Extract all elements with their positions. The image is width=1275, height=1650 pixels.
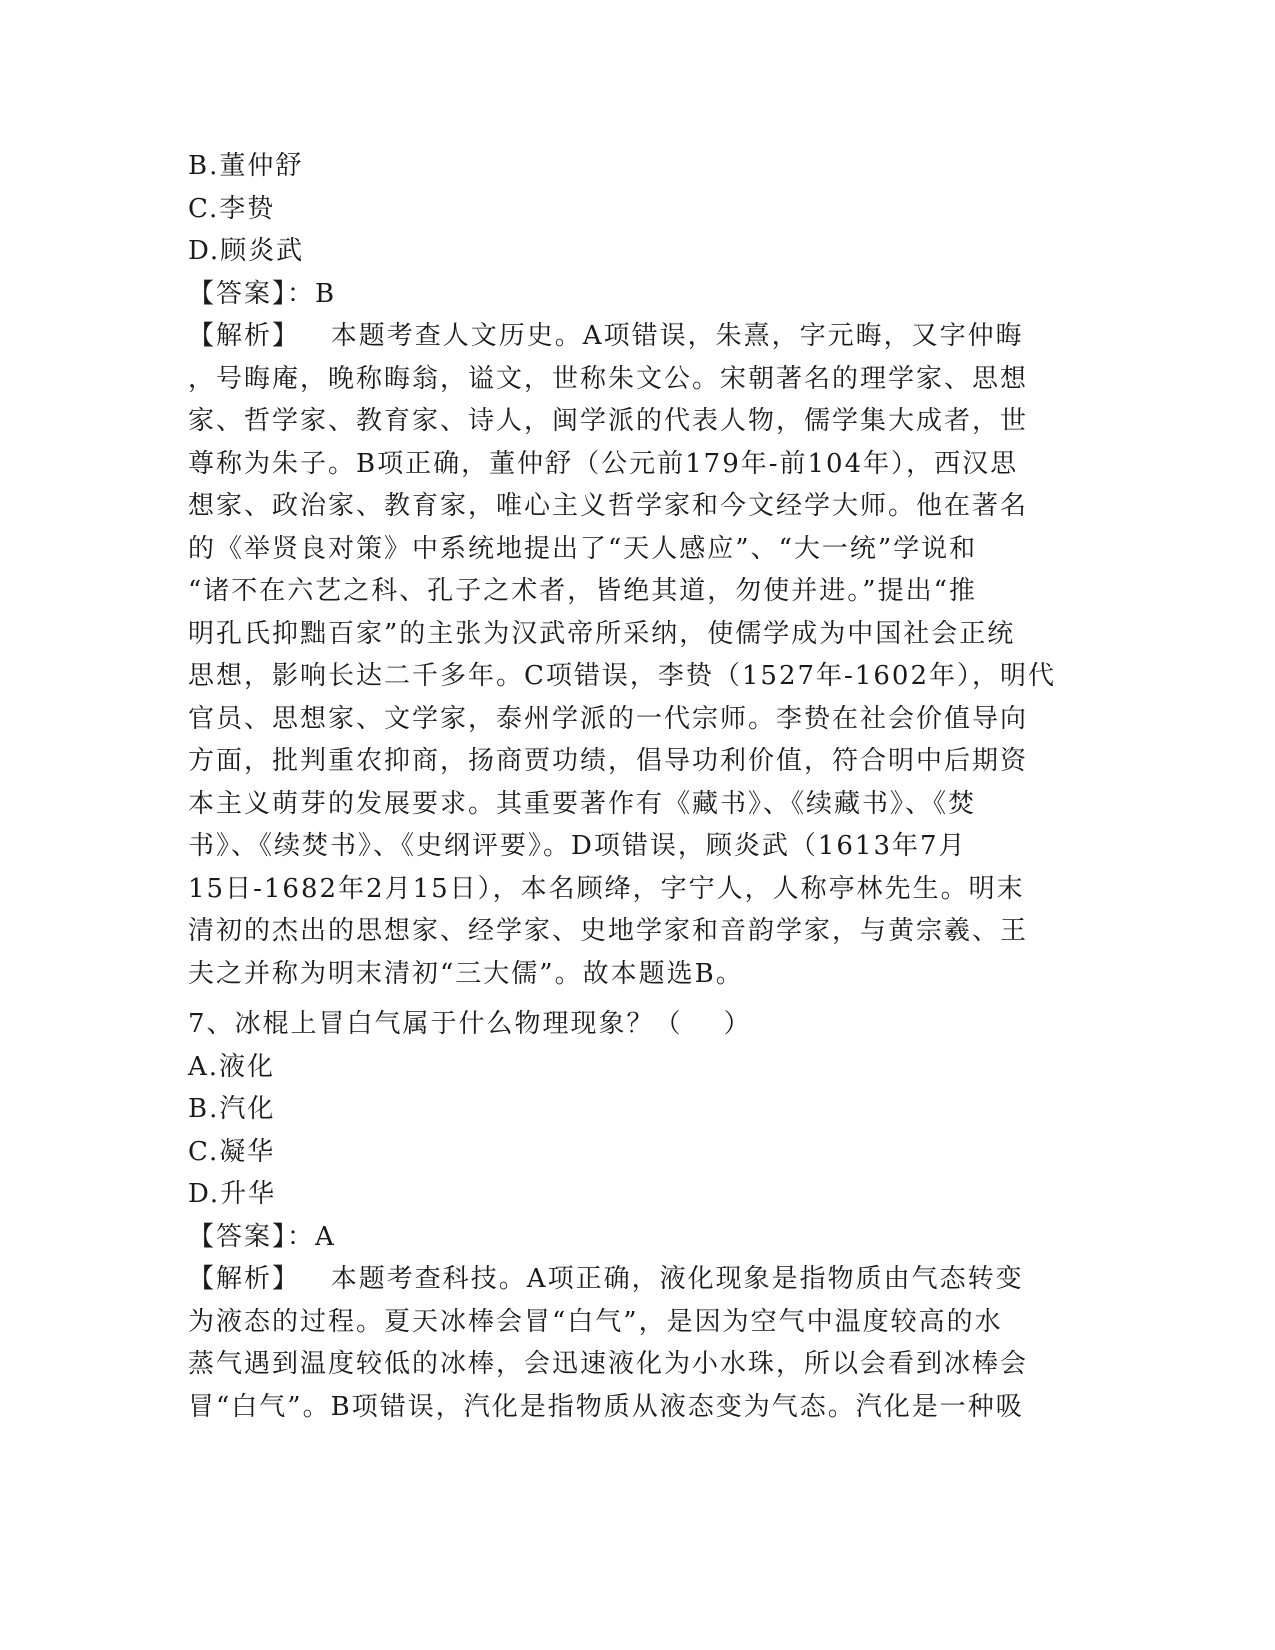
analysis-line: 官员、思想家、文学家，泰州学派的一代宗师。李贽在社会价值导向	[188, 703, 1029, 734]
analysis-line: 尊称为朱子。B项正确，董仲舒（公元前179年-前104年），西汉思	[188, 448, 1019, 479]
analysis-line: 【解析】 本题考查人文历史。A项错误，朱熹，字元晦，又字仲晦	[188, 321, 1024, 351]
document-body	[188, 145, 1088, 1428]
analysis-line: 夫之并称为明末清初“三大儒”。故本题选B。	[188, 958, 744, 989]
analysis-line: 的《举贤良对策》中系统地提出了“天人感应”、“大一统”学说和	[188, 533, 978, 564]
analysis-line: 为液态的过程。夏天冰棒会冒“白气”，是因为空气中温度较高的水	[188, 1306, 1003, 1337]
q7-analysis	[188, 1258, 1088, 1428]
analysis-line: 书》、《续焚书》、《史纲评要》。D项错误，顾炎武（1613年7月	[188, 831, 967, 861]
q7-option-d: D.升华	[188, 1179, 277, 1209]
analysis-line: 家、哲学家、教育家、诗人，闽学派的代表人物，儒学集大成者，世	[188, 406, 1029, 436]
analysis-line: 清初的杰出的思想家、经学家、史地学家和音韵学家，与黄宗羲、王	[188, 916, 1029, 946]
q7-option-b: B.汽化	[188, 1094, 276, 1124]
q6-analysis	[188, 315, 1088, 995]
analysis-line: 思想，影响长达二千多年。C项错误，李贽（1527年-1602年），明代	[188, 661, 1057, 691]
q7-question: 7、冰棍上冒白气属于什么物理现象？（ ）	[188, 1009, 752, 1039]
q6-option-b: B.董仲舒	[188, 151, 304, 181]
q6-option-d: D.顾炎武	[188, 236, 305, 266]
analysis-line: 方面，批判重农抑商，扬商贾功绩，倡导功利价值，符合明中后期资	[188, 746, 1029, 776]
analysis-line: 想家、政治家、教育家，唯心主义哲学家和今文经学大师。他在著名	[188, 491, 1029, 521]
analysis-line: 15日-1682年2月15日），本名顾绛，字宁人，人称亭林先生。明末	[188, 873, 1025, 904]
analysis-line: 冒“白气”。B项错误，汽化是指物质从液态变为气态。汽化是一种吸	[188, 1391, 1024, 1422]
q7-answer: 【答案】：A	[188, 1221, 336, 1252]
analysis-line: ，号晦庵，晚称晦翁，谥文，世称朱文公。宋朝著名的理学家、思想	[188, 363, 1029, 394]
analysis-line: 明孔氏抑黜百家”的主张为汉武帝所采纳，使儒学成为中国社会正统	[188, 618, 1016, 649]
q6-option-c: C.李贽	[188, 193, 276, 224]
analysis-line: 蒸气遇到温度较低的冰棒，会迅速液化为小水珠，所以会看到冰棒会	[188, 1349, 1029, 1379]
analysis-line: 【解析】 本题考查科技。A项正确，液化现象是指物质由气态转变	[188, 1264, 1024, 1294]
analysis-line: “诸不在六艺之科、孔子之术者，皆绝其道，勿使并进。”提出“推	[188, 576, 977, 606]
q7-option-c: C.凝华	[188, 1136, 276, 1167]
q7-option-a: A.液化	[188, 1051, 276, 1082]
q6-answer: 【答案】：B	[188, 278, 337, 309]
analysis-line: 本主义萌芽的发展要求。其重要著作有《藏书》、《续藏书》、《焚	[188, 788, 977, 819]
